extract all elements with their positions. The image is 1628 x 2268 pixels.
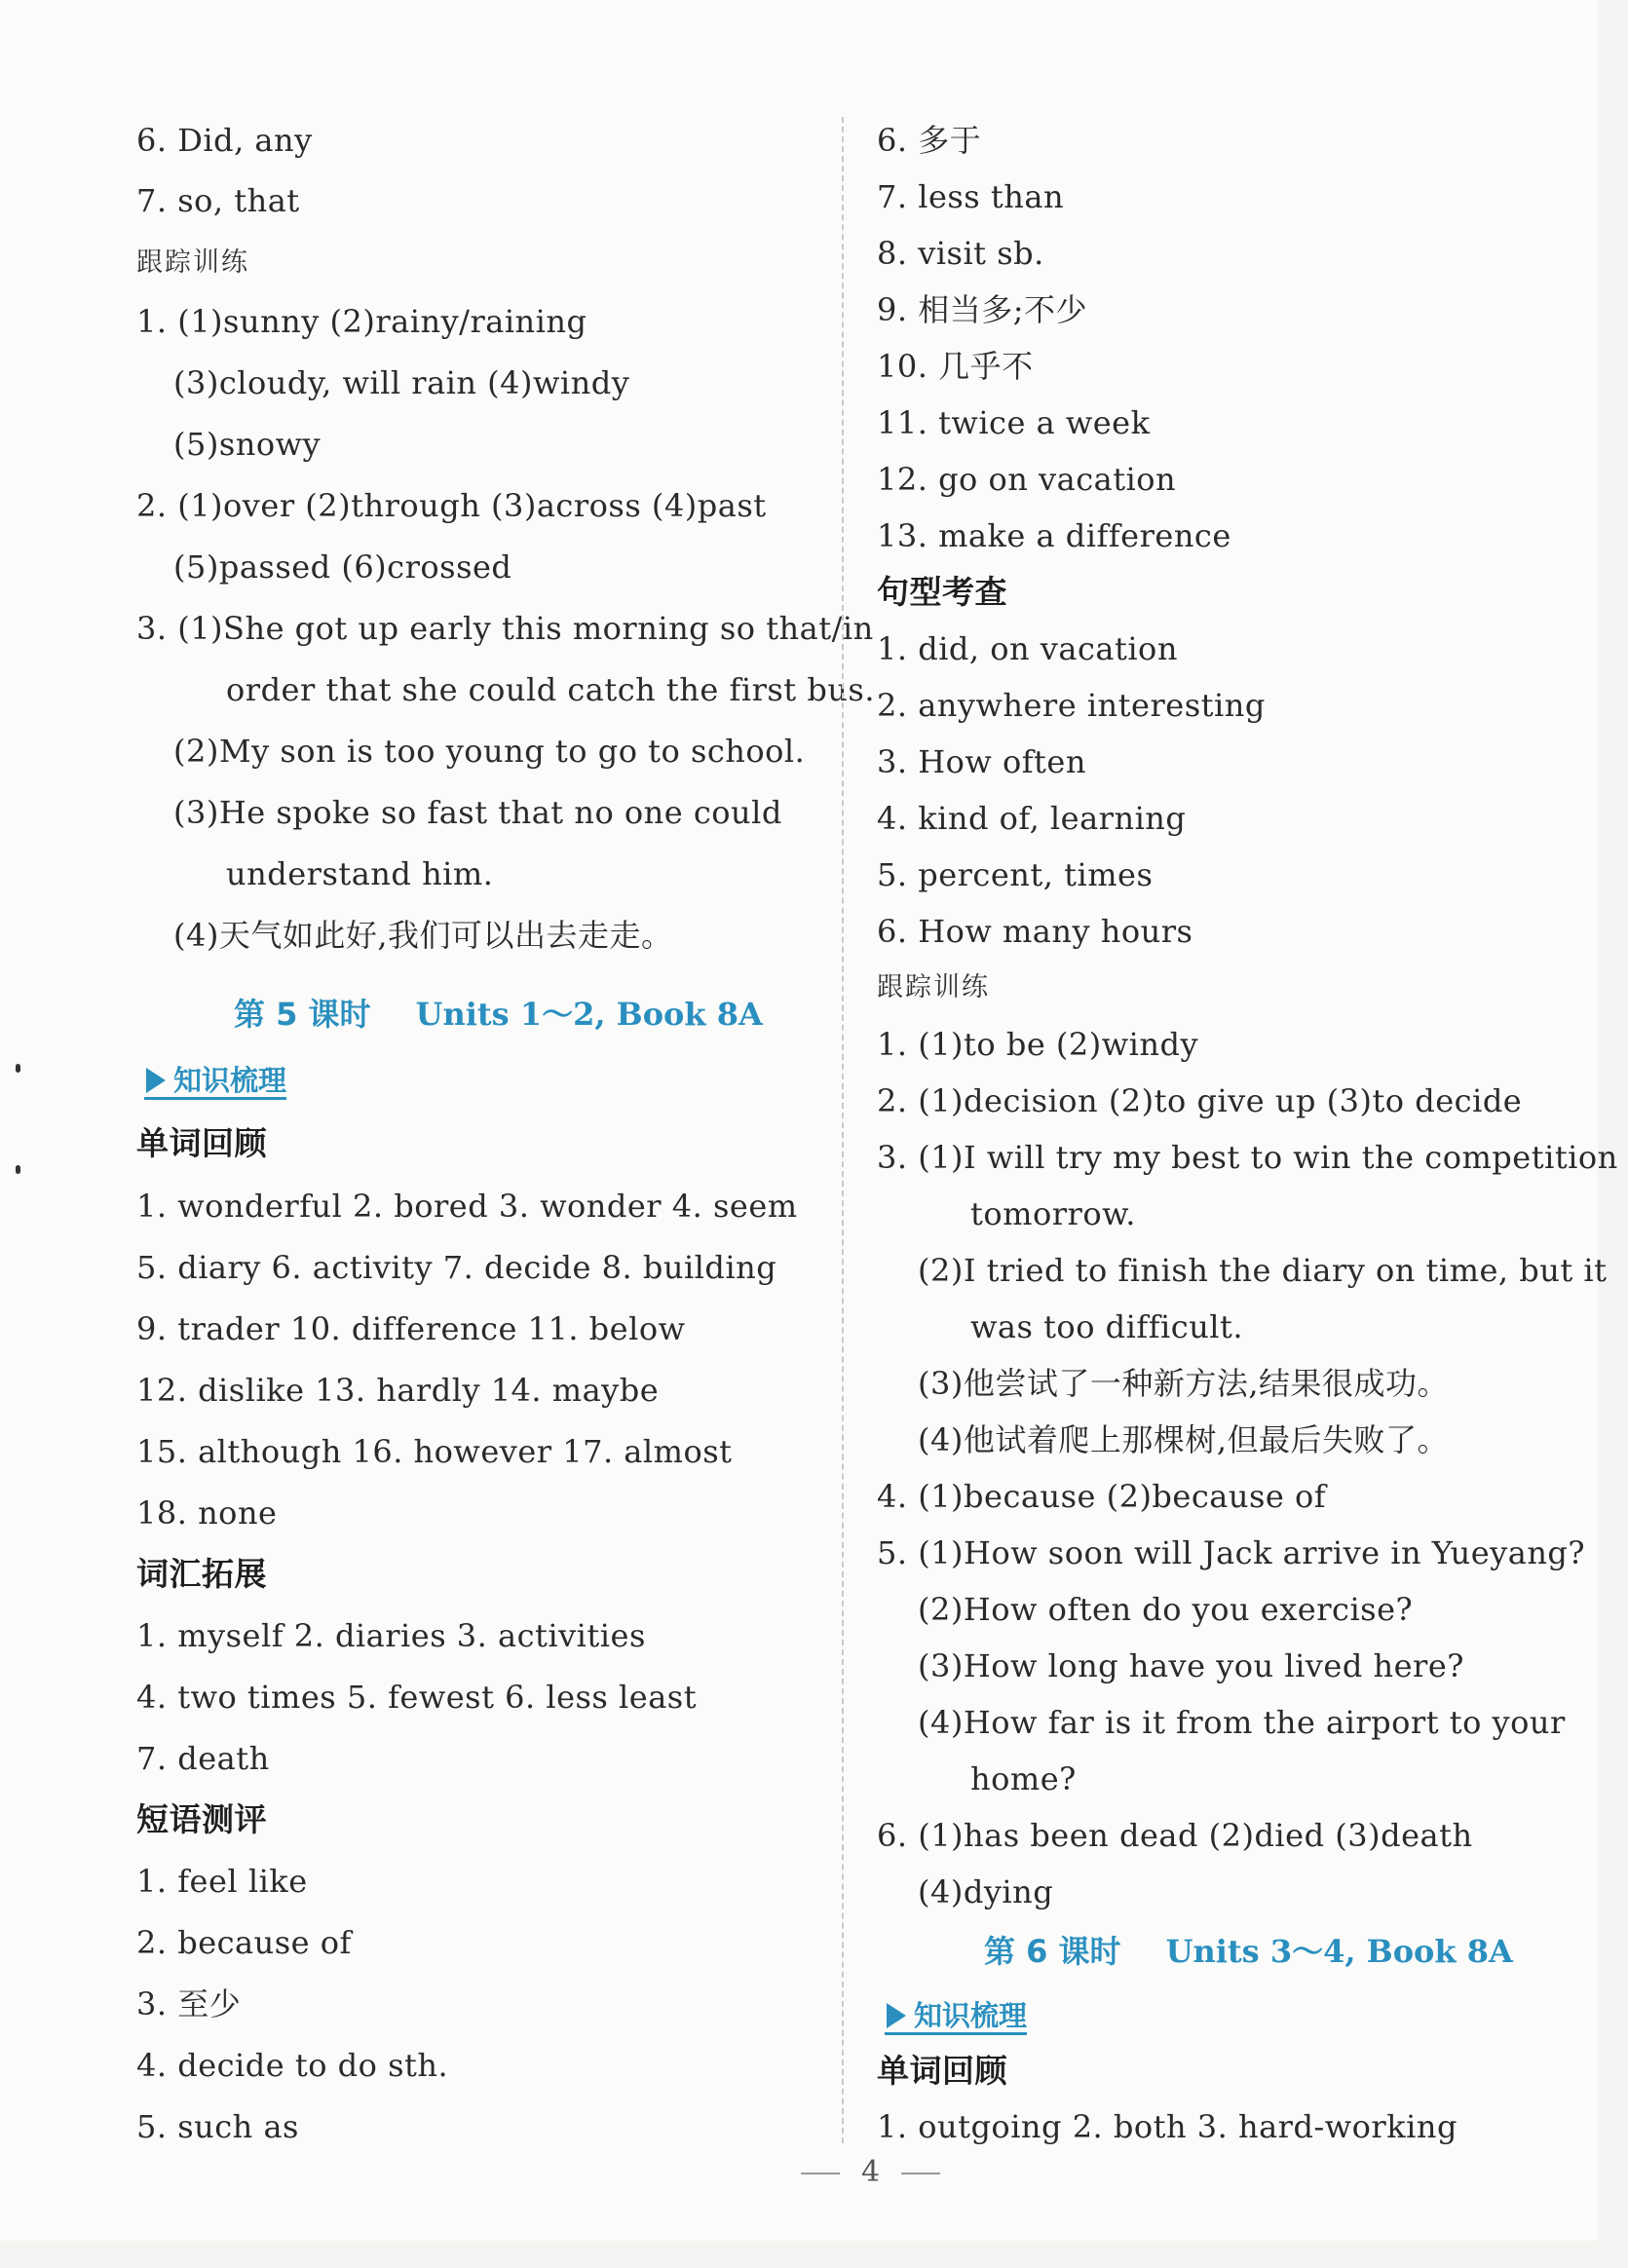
answer-line: 4. kind of, learning — [877, 800, 1187, 837]
answer-line: 3. 至少 — [136, 1985, 242, 2022]
answer-line: (2)How often do you exercise? — [918, 1591, 1414, 1628]
answer-line: 13. make a difference — [877, 517, 1231, 554]
answer-line: 6. How many hours — [877, 913, 1193, 950]
answer-line: 1. myself 2. diaries 3. activities — [136, 1617, 646, 1654]
knowledge-tag — [144, 1064, 286, 1100]
lesson-title — [984, 1927, 1513, 1972]
answer-line: (4)dying — [918, 1873, 1054, 1910]
lesson-title — [234, 990, 763, 1035]
answer-line: (5)passed (6)crossed — [173, 548, 512, 586]
triangle-icon — [146, 1068, 166, 1093]
answer-line: 7. death — [136, 1740, 270, 1777]
answer-line: 1. outgoing 2. both 3. hard-working — [877, 2108, 1458, 2145]
answer-line: 5. (1)How soon will Jack arrive in Yueyang? — [877, 1534, 1586, 1571]
answer-line: (3)cloudy, will rain (4)windy — [173, 364, 630, 401]
answer-line: 1. (1)sunny (2)rainy/raining — [136, 303, 587, 340]
answer-line: 9. 相当多;不少 — [877, 291, 1087, 328]
answer-line: 5. such as — [136, 2108, 299, 2145]
answer-line: 5. diary 6. activity 7. decide 8. building — [136, 1249, 777, 1286]
subsection-label: 跟踪训练 — [136, 247, 249, 278]
answer-line: 6. (1)has been dead (2)died (3)death — [877, 1817, 1473, 1854]
answer-line: 12. go on vacation — [877, 461, 1177, 498]
answer-line: 4. two times 5. fewest 6. less least — [136, 1679, 698, 1716]
answer-line: (3)他尝试了一种新方法,结果很成功。 — [918, 1365, 1450, 1402]
answer-line: 6. Did, any — [136, 122, 313, 159]
answer-line: 3. (1)She got up early this morning so that/in — [136, 610, 874, 647]
answer-line: (4)他试着爬上那棵树,但最后失败了。 — [918, 1421, 1450, 1458]
lesson-units: Units 1～2, Book 8A — [415, 996, 763, 1033]
answer-line: 4. (1)because (2)because of — [877, 1478, 1327, 1515]
answer-line: 12. dislike 13. hardly 14. maybe — [136, 1372, 660, 1409]
section-heading: 单词回顾 — [136, 1124, 267, 1162]
answer-line: 10. 几乎不 — [877, 348, 1034, 385]
answer-line: 1. feel like — [136, 1863, 308, 1900]
section-heading: 句型考查 — [877, 573, 1007, 611]
section-heading: 词汇拓展 — [136, 1555, 267, 1593]
answer-line: 15. although 16. however 17. almost — [136, 1433, 733, 1470]
answer-line: home? — [970, 1760, 1077, 1797]
answer-line: (4)How far is it from the airport to your — [918, 1704, 1566, 1741]
tag-label: 知识梳理 — [914, 1999, 1028, 2032]
scan-mark — [16, 1064, 20, 1073]
answer-line: 2. anywhere interesting — [877, 687, 1266, 724]
lesson-units: Units 3～4, Book 8A — [1165, 1933, 1513, 1970]
answer-line: 2. (1)over (2)through (3)across (4)past — [136, 487, 767, 524]
answer-line: 3. (1)I will try my best to win the competition — [877, 1139, 1618, 1176]
lesson-label: 第 6 课时 — [984, 1933, 1121, 1970]
page-number-value: 4 — [861, 2155, 881, 2189]
answer-line: (2)My son is too young to go to school. — [173, 733, 806, 770]
triangle-icon — [887, 2003, 906, 2028]
answer-line: 3. How often — [877, 743, 1086, 780]
answer-line: order that she could catch the first bus. — [226, 671, 876, 708]
knowledge-tag — [885, 1999, 1027, 2035]
tag-label: 知识梳理 — [173, 1064, 287, 1097]
answer-line: (2)I tried to finish the diary on time, but it — [918, 1252, 1608, 1289]
section-heading: 单词回顾 — [877, 2052, 1007, 2090]
answer-line: was too difficult. — [970, 1308, 1244, 1345]
answer-line: understand him. — [226, 855, 494, 892]
answer-line: tomorrow. — [970, 1195, 1136, 1232]
answer-line: (3)He spoke so fast that no one could — [173, 794, 782, 831]
answer-line: 5. percent, times — [877, 856, 1154, 893]
section-heading: 短语测评 — [136, 1800, 267, 1838]
answer-line: 4. decide to do sth. — [136, 2047, 449, 2084]
column-divider — [842, 117, 844, 2143]
answer-line: 7. less than — [877, 178, 1065, 215]
answer-line: 8. visit sb. — [877, 235, 1044, 272]
answer-line: (5)snowy — [173, 426, 322, 463]
answer-line: 9. trader 10. difference 11. below — [136, 1310, 686, 1347]
scan-mark — [16, 1165, 20, 1174]
answer-line: 7. so, that — [136, 182, 300, 219]
answer-line: 1. (1)to be (2)windy — [877, 1026, 1199, 1063]
page-number — [779, 2155, 962, 2189]
answer-line: 18. none — [136, 1494, 278, 1531]
answer-line: (4)天气如此好,我们可以出去走走。 — [173, 917, 673, 954]
answer-line: 1. wonderful 2. bored 3. wonder 4. seem — [136, 1188, 798, 1225]
answer-line: 11. twice a week — [877, 404, 1151, 441]
subsection-label: 跟踪训练 — [877, 972, 990, 1002]
answer-line: 2. because of — [136, 1924, 352, 1961]
answer-line: (3)How long have you lived here? — [918, 1647, 1464, 1684]
answer-line: 6. 多于 — [877, 122, 982, 159]
answer-line: 1. did, on vacation — [877, 630, 1178, 667]
lesson-label: 第 5 课时 — [234, 996, 371, 1033]
answer-line: 2. (1)decision (2)to give up (3)to decide — [877, 1082, 1523, 1119]
